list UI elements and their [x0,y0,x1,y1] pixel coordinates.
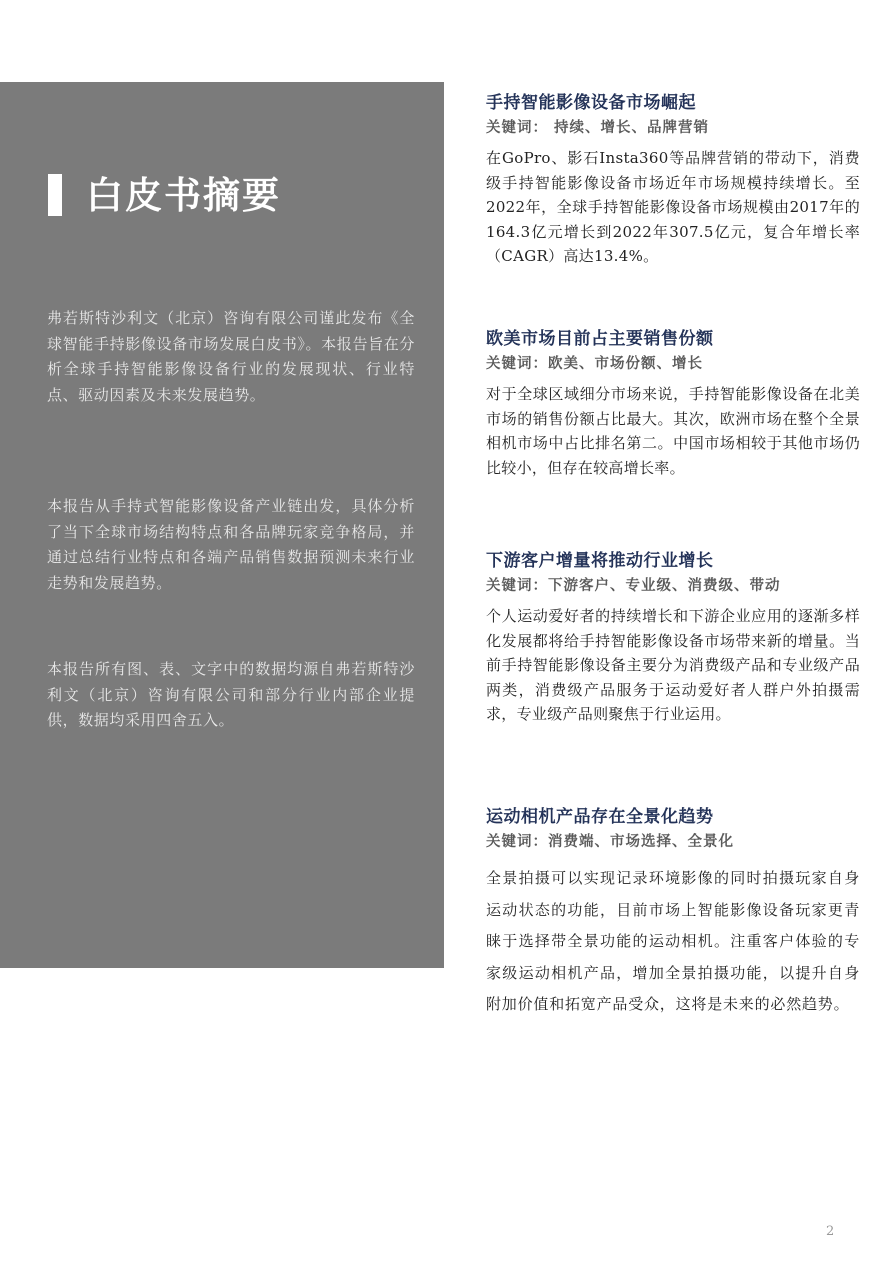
section-body: 全景拍摄可以实现记录环境影像的同时拍摄玩家自身运动状态的功能，目前市场上智能影像设备玩家更青睐于选择带全景功能的运动相机。注重客户体验的专家级运动相机产品，增加全景拍摄功能，以提升自身附加价值和拓宽产品受众，这将是未来的必然趋势。 [486,869,860,1013]
summary-paragraph-3: 本报告所有图、表、文字中的数据均源自弗若斯特沙利文（北京）咨询有限公司和部分行业内部企业提供，数据均采用四舍五入。 [47,660,415,729]
section-title: 运动相机产品存在全景化趋势 [486,807,714,827]
section-body: 在GoPro、影石Insta360等品牌营销的带动下，消费级手持智能影像设备市场近年市场规模持续增长。至2022年，全球手持智能影像设备市场规模由2017年的164.3亿元增长到2022年307.5亿元，复合年增长率（CAGR）高达13.4%。 [486,149,860,265]
section-title: 下游客户增量将推动行业增长 [486,551,714,571]
section-keywords: 关键词：下游客户、专业级、消费级、带动 [486,577,781,594]
section-market-rise [486,91,860,269]
heading-accent-bar [48,174,62,216]
section-downstream-growth [486,549,860,727]
section-body: 对于全球区域细分市场来说，手持智能影像设备在北美市场的销售份额占比最大。其次，欧洲市场在整个全景相机市场中占比排名第二。中国市场相较于其他市场仍比较小，但存在较高增长率。 [486,385,860,477]
summary-paragraph-2: 本报告从手持式智能影像设备产业链出发，具体分析了当下全球市场结构特点和各品牌玩家竞争格局，并通过总结行业特点和各端产品销售数据预测未来行业走势和发展趋势。 [47,497,415,592]
section-body: 个人运动爱好者的持续增长和下游企业应用的逐渐多样化发展都将给手持智能影像设备市场带来新的增量。当前手持智能影像设备主要分为消费级产品和专业级产品两类，消费级产品服务于运动爱好者人群户外拍摄需求，专业级产品则聚焦于行业运用。 [486,607,860,723]
section-title: 手持智能影像设备市场崛起 [486,93,696,113]
section-keywords: 关键词：消费端、市场选择、全景化 [486,833,734,850]
section-keywords: 关键词：欧美、市场份额、增长 [486,355,703,372]
summary-paragraph-1: 弗若斯特沙利文（北京）咨询有限公司谨此发布《全球智能手持影像设备市场发展白皮书》。本报告旨在分析全球手持智能影像设备行业的发展现状、行业特点、驱动因素及未来发展趋势。 [47,309,415,404]
section-panoramic-trend [486,805,860,1021]
section-regional-share [486,327,860,480]
section-keywords: 关键词： 持续、增长、品牌营销 [486,119,710,136]
summary-heading [48,172,281,218]
section-title: 欧美市场目前占主要销售份额 [486,329,714,349]
page-number: 2 [826,1224,835,1239]
summary-title: 白皮书摘要 [86,173,281,217]
